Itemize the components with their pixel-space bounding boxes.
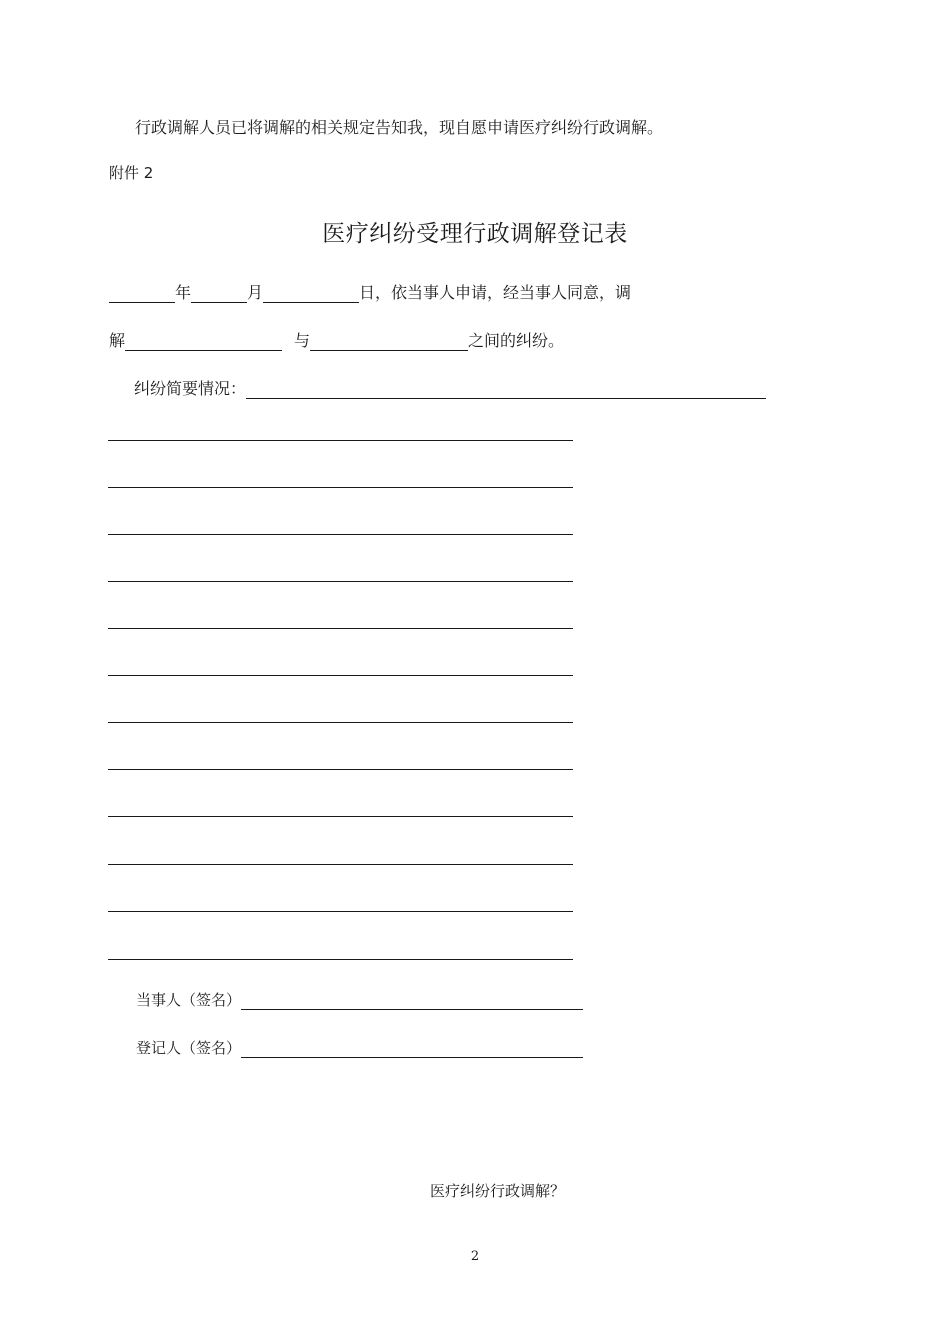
summary-rule	[108, 864, 573, 865]
consent-statement: 行政调解人员已将调解的相关规定告知我，现自愿申请医疗纠纷行政调解。	[135, 118, 664, 137]
parties-suffix: 之间的纠纷。	[468, 331, 565, 350]
summary-rule	[108, 487, 573, 488]
month-label: 月	[247, 283, 264, 302]
summary-rule	[108, 722, 573, 723]
attachment-label: 附件 2	[109, 164, 154, 182]
summary-line	[134, 376, 766, 399]
day-suffix-text: 日，依当事人申请，经当事人同意，调	[359, 283, 632, 302]
party-signature-line	[136, 989, 583, 1010]
parties-and: 与	[294, 331, 311, 350]
party-signature-blank[interactable]	[241, 991, 583, 1010]
registrar-signature-label: 登记人（签名）	[136, 1039, 242, 1057]
summary-rule	[108, 816, 573, 817]
year-label: 年	[175, 283, 192, 302]
summary-rule	[108, 675, 573, 676]
month-blank[interactable]	[191, 284, 247, 303]
parties-prefix: 解	[109, 331, 126, 350]
registrar-signature-blank[interactable]	[241, 1039, 583, 1058]
summary-rule	[108, 911, 573, 912]
footer-caption: 医疗纠纷行政调解？	[430, 1182, 566, 1200]
party-b-blank[interactable]	[310, 332, 468, 351]
registrar-signature-line	[136, 1037, 583, 1058]
form-title: 医疗纠纷受理行政调解登记表	[322, 221, 628, 247]
year-blank[interactable]	[109, 284, 175, 303]
summary-rule	[108, 440, 573, 441]
page-number: 2	[470, 1249, 480, 1264]
party-signature-label: 当事人（签名）	[136, 991, 242, 1009]
date-line	[109, 280, 631, 303]
day-blank[interactable]	[263, 284, 359, 303]
summary-rule	[108, 581, 573, 582]
summary-rule	[108, 769, 573, 770]
summary-rule	[108, 959, 573, 960]
summary-rule	[108, 534, 573, 535]
summary-rule	[108, 628, 573, 629]
party-a-blank[interactable]	[125, 332, 282, 351]
summary-label: 纠纷简要情况：	[134, 379, 247, 398]
parties-line	[109, 328, 564, 351]
summary-first-blank[interactable]	[246, 380, 766, 399]
